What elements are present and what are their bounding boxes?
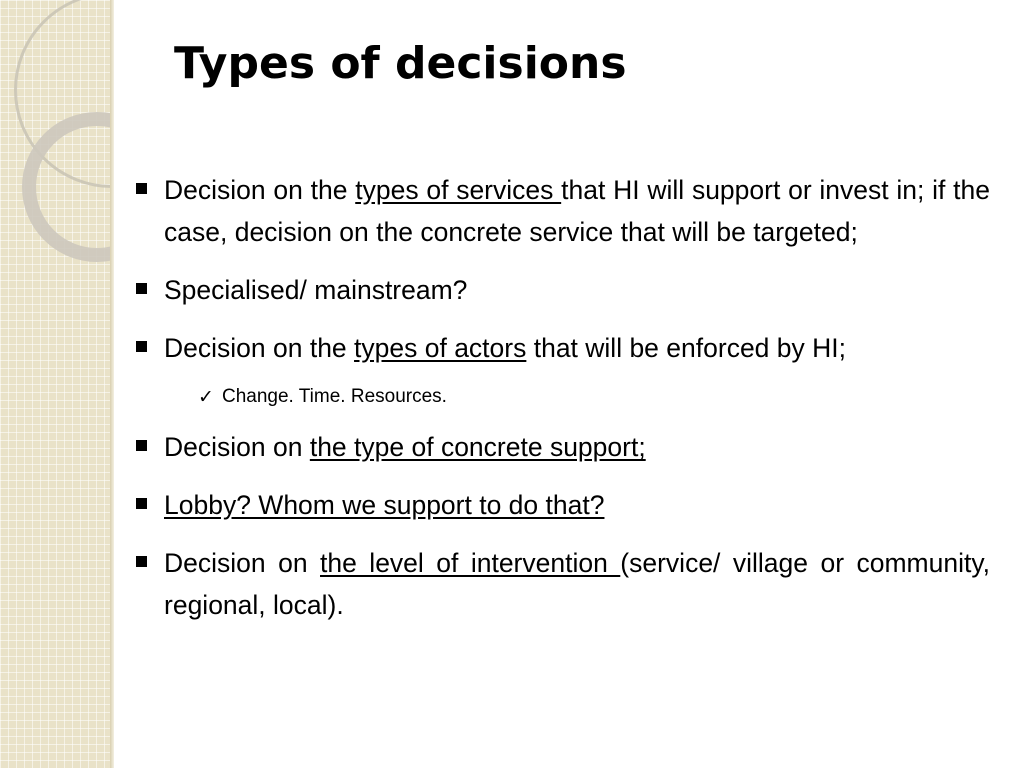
square-bullet-icon bbox=[136, 498, 147, 509]
bullet-text-prefix: Decision on bbox=[164, 432, 310, 462]
sub-bullet-text: Change. Time. Resources. bbox=[222, 386, 447, 407]
sidebar-edge bbox=[110, 0, 114, 768]
square-bullet-icon bbox=[136, 283, 147, 294]
bullet-text-suffix: (service/ village or community, regional, local). bbox=[164, 548, 990, 620]
square-bullet-icon bbox=[136, 183, 147, 194]
underlined-phrase: the type of concrete support; bbox=[309, 432, 646, 462]
bullet-text-prefix: Decision on bbox=[164, 548, 321, 578]
underlined-phrase: Lobby? Whom we support to do that? bbox=[164, 490, 605, 520]
bullet-item-concrete-support bbox=[135, 426, 990, 468]
bullet-item-types-of-actors bbox=[135, 327, 990, 369]
underlined-phrase: types of actors bbox=[354, 333, 527, 363]
square-bullet-icon bbox=[136, 341, 147, 352]
decorative-sidebar bbox=[0, 0, 113, 768]
bullet-item-types-of-services bbox=[135, 169, 990, 253]
bullet-list bbox=[135, 169, 990, 626]
square-bullet-icon bbox=[136, 440, 147, 451]
bullet-text-prefix: Decision on the bbox=[164, 333, 355, 363]
bullet-text-suffix: that HI will support or invest in; if the case, decision on the concrete service that will be targeted; bbox=[164, 175, 991, 247]
bullet-item-level-of-intervention bbox=[135, 542, 990, 626]
bullet-item-specialised bbox=[135, 269, 990, 311]
bullet-text-prefix: Decision on the bbox=[164, 175, 356, 205]
sub-bullet-item bbox=[135, 382, 990, 412]
underlined-phrase: the level of intervention bbox=[320, 548, 621, 578]
bullet-text: Specialised/ mainstream? bbox=[164, 275, 468, 305]
bullet-text-suffix: that will be enforced by HI; bbox=[526, 333, 846, 363]
checkmark-icon: ✓ bbox=[198, 386, 214, 408]
underlined-phrase: types of services bbox=[355, 175, 562, 205]
square-bullet-icon bbox=[136, 556, 147, 567]
slide-title: Types of decisions bbox=[174, 38, 627, 89]
bullet-item-lobby bbox=[135, 484, 990, 526]
